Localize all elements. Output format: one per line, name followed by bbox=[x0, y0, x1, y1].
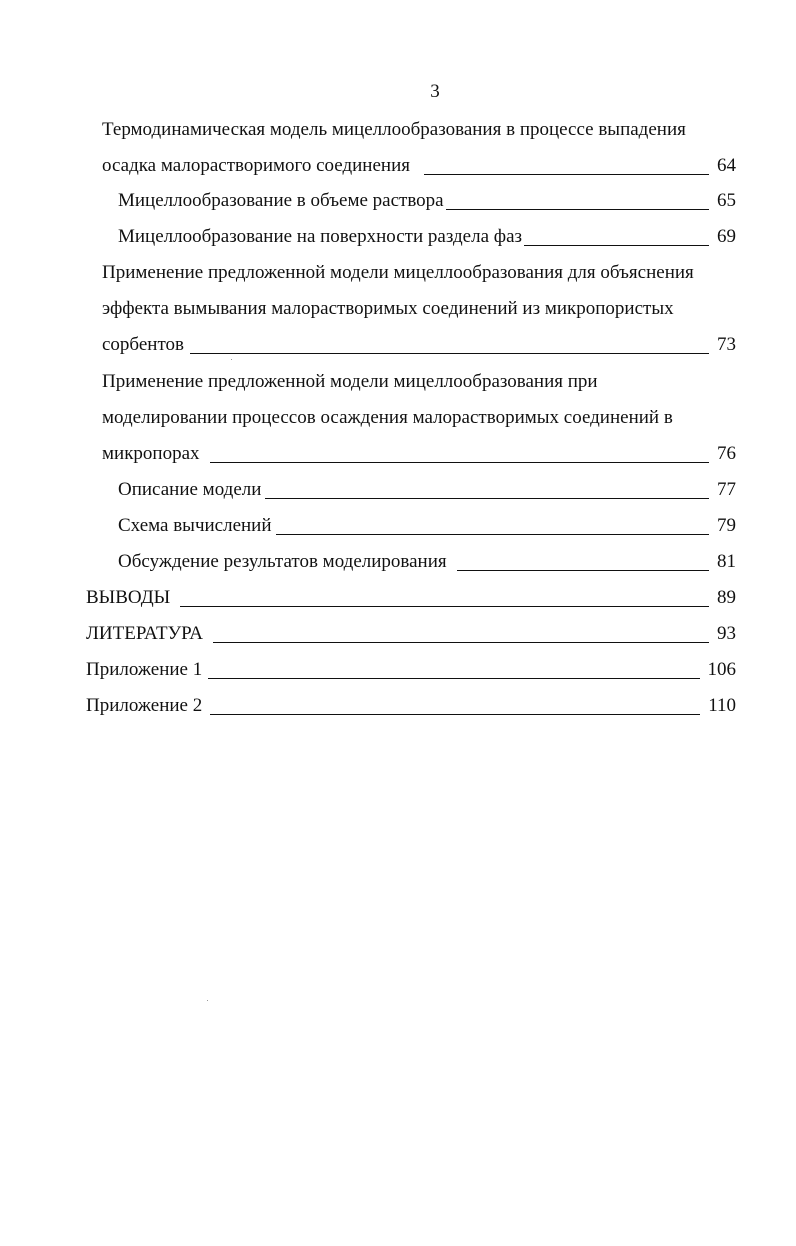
toc-entry-last-line bbox=[86, 616, 736, 652]
toc-entry-title: микропорах bbox=[102, 443, 200, 464]
toc-entry-title: ЛИТЕРАТУРА bbox=[86, 623, 203, 644]
toc-page-ref: 64 bbox=[717, 155, 736, 176]
toc-entry-line: эффекта вымывания малорастворимых соединений из микропористых bbox=[102, 298, 674, 319]
toc-entry-title: Приложение 1 bbox=[86, 659, 203, 680]
toc-entry-last-line bbox=[118, 544, 736, 580]
leader-line bbox=[208, 677, 699, 679]
toc-entry-title: Мицеллообразование в объеме раствора bbox=[118, 190, 444, 211]
toc-page-ref: 110 bbox=[708, 695, 736, 716]
toc-entry-title: Описание модели bbox=[118, 479, 262, 500]
toc-page-ref: 65 bbox=[717, 190, 736, 211]
leader-line bbox=[424, 173, 709, 175]
toc-entry-title: Схема вычислений bbox=[118, 515, 272, 536]
leader-line bbox=[276, 533, 709, 535]
toc-page-ref: 81 bbox=[717, 551, 736, 572]
leader-line bbox=[213, 641, 709, 643]
toc-entry-title: Приложение 2 bbox=[86, 695, 203, 716]
scan-speck bbox=[207, 1000, 208, 1001]
page-number: 3 bbox=[430, 81, 440, 102]
toc-entry-line: Применение предложенной модели мицеллообразования для объяснения bbox=[102, 262, 694, 283]
toc-entry-line: Термодинамическая модель мицеллообразования в процессе выпадения bbox=[102, 119, 686, 140]
toc-page-ref: 89 bbox=[717, 587, 736, 608]
toc-page-ref: 79 bbox=[717, 515, 736, 536]
scan-speck bbox=[231, 359, 232, 360]
toc-entry-title: Мицеллообразование на поверхности раздела фаз bbox=[118, 226, 523, 247]
toc-entry-last-line bbox=[118, 219, 736, 255]
toc-entry-last-line bbox=[118, 508, 736, 544]
leader-line bbox=[457, 569, 709, 571]
toc-page-ref: 69 bbox=[717, 226, 736, 247]
leader-line bbox=[446, 208, 709, 210]
toc-entry-line: моделировании процессов осаждения малорастворимых соединений в bbox=[102, 407, 673, 428]
toc-entry-last-line bbox=[86, 580, 736, 616]
toc-entry-last-line bbox=[86, 652, 736, 688]
toc-entry-last-line bbox=[86, 688, 736, 724]
leader-line bbox=[524, 244, 709, 246]
leader-line bbox=[180, 605, 709, 607]
toc-page-ref: 106 bbox=[707, 659, 736, 680]
toc-page-ref: 76 bbox=[717, 443, 736, 464]
toc-entry-last-line bbox=[102, 327, 736, 363]
toc-entry-title: сорбентов bbox=[102, 334, 184, 355]
toc-entry-last-line bbox=[102, 436, 736, 472]
toc-page-ref: 73 bbox=[717, 334, 736, 355]
toc-entry-last-line bbox=[102, 148, 736, 184]
toc-page-ref: 77 bbox=[717, 479, 736, 500]
leader-line bbox=[210, 461, 709, 463]
toc-entry-line: Применение предложенной модели мицеллообразования при bbox=[102, 371, 598, 392]
leader-line bbox=[210, 713, 700, 715]
toc-entry-last-line bbox=[118, 183, 736, 219]
toc-entry-last-line bbox=[118, 472, 736, 508]
leader-line bbox=[190, 352, 709, 354]
toc-entry-title: Обсуждение результатов моделирования bbox=[118, 551, 447, 572]
leader-line bbox=[265, 497, 709, 499]
toc-page-ref: 93 bbox=[717, 623, 736, 644]
toc-entry-title: осадка малорастворимого соединения bbox=[102, 155, 410, 176]
toc-entry-title: ВЫВОДЫ bbox=[86, 587, 171, 608]
